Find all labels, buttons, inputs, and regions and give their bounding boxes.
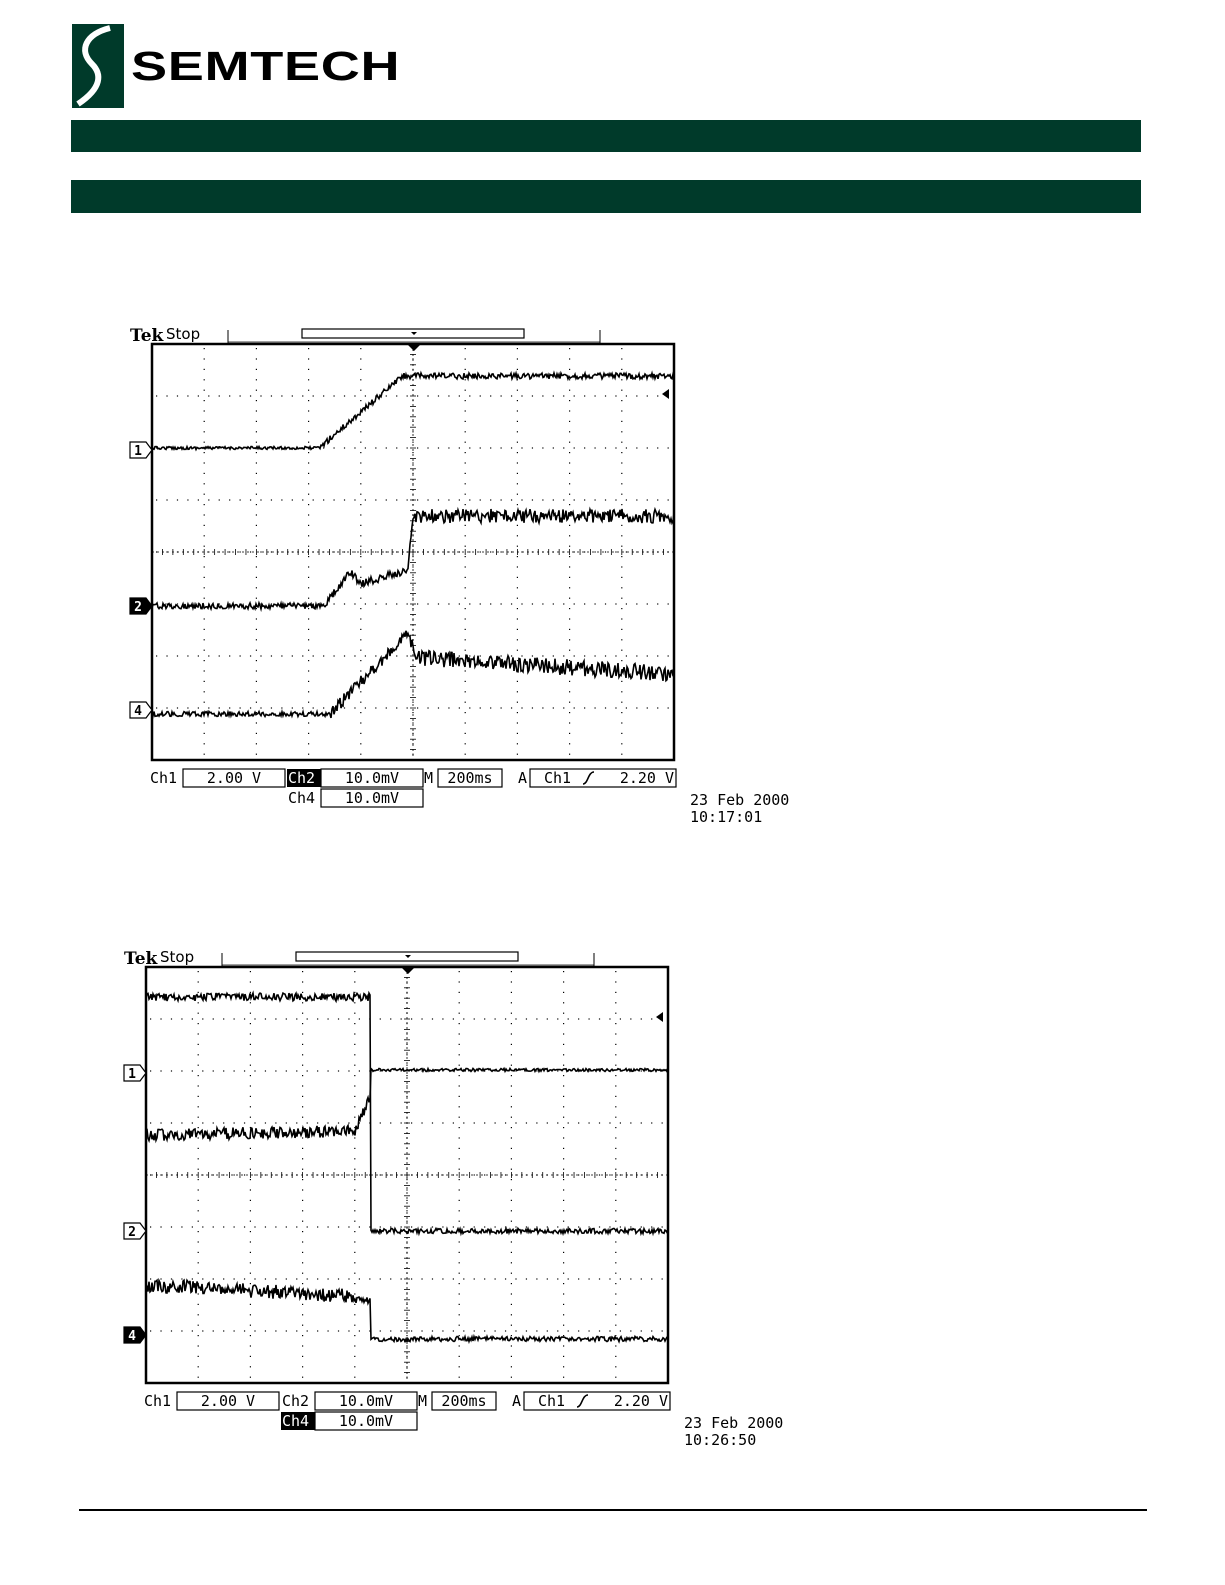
a-label: A (512, 1392, 522, 1410)
ch2-label: Ch2 (282, 1392, 310, 1410)
timebase: 200ms (441, 1392, 487, 1410)
rising-edge-icon (583, 772, 594, 784)
channel-2-marker (124, 1223, 146, 1240)
scope-capture-2 (122, 945, 802, 1455)
trigger-level-icon (662, 389, 669, 399)
brand-name: SEMTECH (131, 43, 401, 89)
channel-marker-label: 4 (128, 1329, 136, 1344)
trace-2 (146, 1069, 668, 1141)
trigger-level-icon (656, 1012, 663, 1022)
channel-2-marker (130, 598, 152, 615)
ch2-scale: 10.0mV (338, 1392, 394, 1410)
ch4-scale: 10.0mV (344, 789, 400, 807)
channel-1-marker (124, 1065, 146, 1082)
record-bar (222, 952, 594, 974)
capture-time: 10:26:50 (684, 1431, 757, 1449)
m-label: M (418, 1392, 428, 1410)
tek-label: Tek (130, 326, 164, 346)
rising-edge-icon (577, 1395, 588, 1407)
ch1-scale: 2.00 V (200, 1392, 256, 1410)
ch4-label: Ch4 (282, 1412, 310, 1430)
tek-label: Tek (124, 949, 158, 969)
channel-4-marker (124, 1327, 146, 1344)
ch1-label: Ch1 (144, 1392, 172, 1410)
channel-1-marker (130, 442, 152, 459)
trig-level: 2.20 V (613, 1392, 668, 1410)
channel-markers (124, 1065, 146, 1344)
ch4-scale: 10.0mV (338, 1412, 394, 1430)
capture-date: 23 Feb 2000 (684, 1414, 784, 1432)
acq-status: Stop (160, 948, 195, 966)
scope-capture-1 (128, 322, 808, 832)
m-label: M (424, 769, 434, 787)
trig-level: 2.20 V (619, 769, 674, 787)
graticule (146, 967, 668, 1383)
ch1-label: Ch1 (150, 769, 178, 787)
ch4-label: Ch4 (288, 789, 316, 807)
channel-marker-label: 2 (134, 600, 142, 615)
trig-channel: Ch1 (538, 1392, 566, 1410)
header-band-top (71, 120, 1141, 152)
channel-marker-label: 4 (134, 704, 142, 719)
ch2-scale: 10.0mV (344, 769, 400, 787)
acq-status: Stop (166, 325, 201, 343)
channel-marker-label: 2 (128, 1225, 136, 1240)
ch1-scale: 2.00 V (206, 769, 262, 787)
readout-bar (150, 769, 789, 826)
ch2-label: Ch2 (288, 769, 316, 787)
channel-marker-label: 1 (128, 1067, 136, 1082)
timebase: 200ms (447, 769, 493, 787)
a-label: A (518, 769, 528, 787)
record-bar (228, 329, 600, 351)
capture-date: 23 Feb 2000 (690, 791, 790, 809)
channel-4-marker (130, 702, 152, 719)
channel-marker-label: 1 (134, 444, 142, 459)
graticule (152, 344, 674, 760)
channel-markers (130, 442, 152, 719)
footer-rule (79, 1509, 1147, 1511)
semtech-logo-icon (72, 24, 124, 108)
readout-bar (144, 1392, 783, 1449)
capture-time: 10:17:01 (690, 808, 763, 826)
trig-channel: Ch1 (544, 769, 572, 787)
header-band-bottom (71, 180, 1141, 213)
